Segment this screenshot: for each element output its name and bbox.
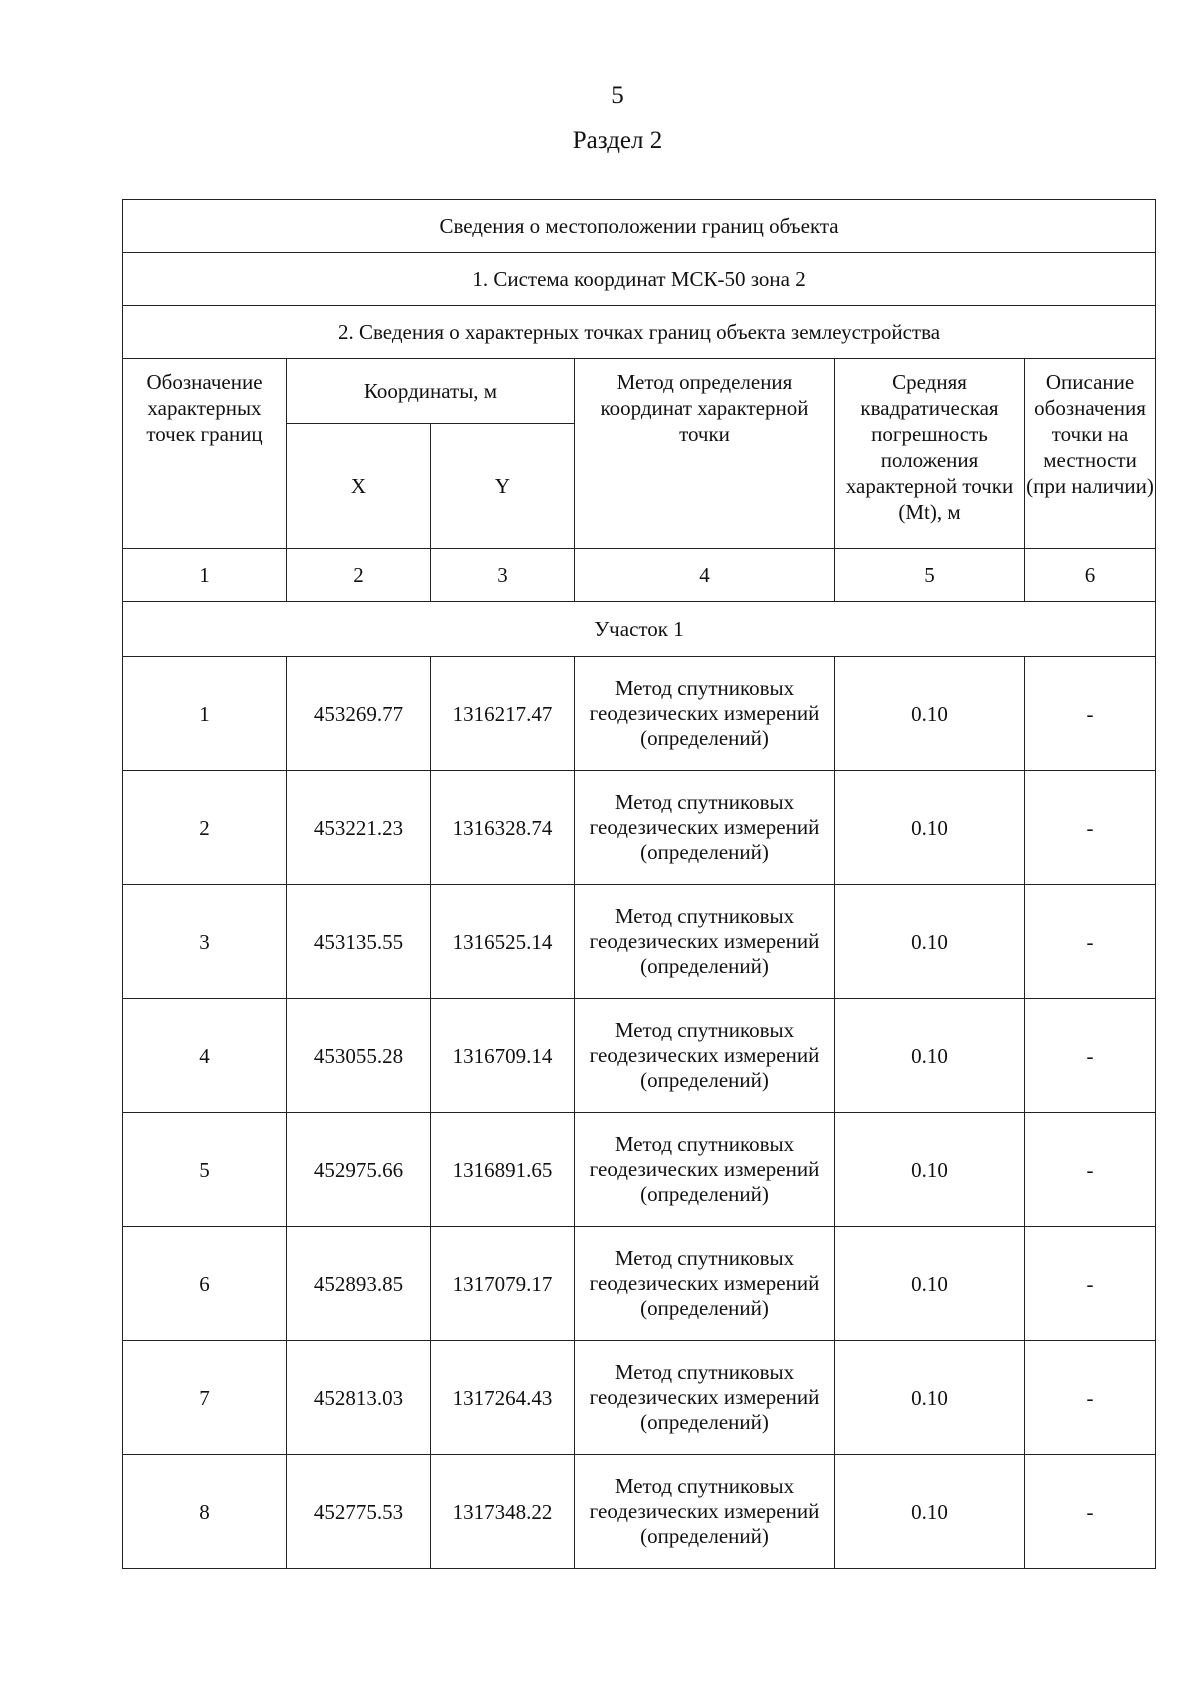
cell-mt: 0.10	[835, 999, 1025, 1113]
points-heading-row	[123, 306, 1156, 359]
coordinate-system-row	[123, 253, 1156, 306]
cell-mt: 0.10	[835, 771, 1025, 885]
cell-description: -	[1025, 885, 1156, 999]
cell-x: 452893.85	[287, 1227, 431, 1341]
table-row	[123, 1113, 1156, 1227]
header-coordinates: Координаты, м	[287, 359, 575, 424]
column-number: 4	[575, 549, 835, 602]
header-description: Описание обозначения точки на местности (при наличии)	[1025, 359, 1156, 549]
cell-method: Метод спутниковых геодезических измерений (определений)	[575, 657, 835, 771]
cell-x: 453269.77	[287, 657, 431, 771]
page-number: 5	[611, 82, 624, 109]
table-row	[123, 1455, 1156, 1569]
cell-y: 1316709.14	[431, 999, 575, 1113]
header-error: Средняя квадратическая погрешность положения характерной точки (Mt), м	[835, 359, 1025, 549]
cell-y: 1317079.17	[431, 1227, 575, 1341]
cell-description: -	[1025, 1113, 1156, 1227]
cell-y: 1316891.65	[431, 1113, 575, 1227]
column-header-row-1	[123, 359, 1156, 424]
cell-description: -	[1025, 657, 1156, 771]
cell-method: Метод спутниковых геодезических измерений (определений)	[575, 1341, 835, 1455]
cell-description: -	[1025, 1227, 1156, 1341]
cell-method: Метод спутниковых геодезических измерений (определений)	[575, 1455, 835, 1569]
column-number: 5	[835, 549, 1025, 602]
header-x: X	[287, 424, 431, 549]
points-heading: 2. Сведения о характерных точках границ объекта землеустройства	[123, 306, 1156, 359]
cell-x: 453055.28	[287, 999, 431, 1113]
table-row	[123, 999, 1156, 1113]
cell-x: 453135.55	[287, 885, 431, 999]
cell-description: -	[1025, 999, 1156, 1113]
cell-y: 1316328.74	[431, 771, 575, 885]
cell-method: Метод спутниковых геодезических измерений (определений)	[575, 885, 835, 999]
cell-y: 1317348.22	[431, 1455, 575, 1569]
column-number: 1	[123, 549, 287, 602]
section-title: Раздел 2	[572, 127, 663, 154]
cell-method: Метод спутниковых геодезических измерений (определений)	[575, 1113, 835, 1227]
cell-y: 1317264.43	[431, 1341, 575, 1455]
cell-point-id: 3	[123, 885, 287, 999]
cell-description: -	[1025, 1455, 1156, 1569]
table-row	[123, 1341, 1156, 1455]
column-number: 6	[1025, 549, 1156, 602]
cell-description: -	[1025, 1341, 1156, 1455]
cell-method: Метод спутниковых геодезических измерений (определений)	[575, 771, 835, 885]
cell-method: Метод спутниковых геодезических измерений (определений)	[575, 999, 835, 1113]
section-label: Участок 1	[123, 602, 1156, 657]
cell-mt: 0.10	[835, 885, 1025, 999]
cell-mt: 0.10	[835, 1113, 1025, 1227]
cell-description: -	[1025, 771, 1156, 885]
cell-y: 1316217.47	[431, 657, 575, 771]
cell-x: 452813.03	[287, 1341, 431, 1455]
header-method: Метод определения координат характерной точки	[575, 359, 835, 549]
cell-point-id: 6	[123, 1227, 287, 1341]
cell-x: 452775.53	[287, 1455, 431, 1569]
table-row	[123, 1227, 1156, 1341]
cell-point-id: 1	[123, 657, 287, 771]
header-y: Y	[431, 424, 575, 549]
cell-x: 452975.66	[287, 1113, 431, 1227]
table-title-row	[123, 200, 1156, 253]
section-row	[123, 602, 1156, 657]
cell-mt: 0.10	[835, 1455, 1025, 1569]
header-designation: Обозначение характерных точек границ	[123, 359, 287, 549]
cell-point-id: 4	[123, 999, 287, 1113]
cell-point-id: 2	[123, 771, 287, 885]
cell-point-id: 7	[123, 1341, 287, 1455]
table-row	[123, 885, 1156, 999]
cell-method: Метод спутниковых геодезических измерений (определений)	[575, 1227, 835, 1341]
table-title: Сведения о местоположении границ объекта	[123, 200, 1156, 253]
cell-point-id: 5	[123, 1113, 287, 1227]
cell-mt: 0.10	[835, 657, 1025, 771]
table-row	[123, 771, 1156, 885]
column-number: 3	[431, 549, 575, 602]
column-number: 2	[287, 549, 431, 602]
column-number-row	[123, 549, 1156, 602]
cell-y: 1316525.14	[431, 885, 575, 999]
cell-mt: 0.10	[835, 1227, 1025, 1341]
boundary-points-table	[122, 199, 1156, 1569]
cell-point-id: 8	[123, 1455, 287, 1569]
cell-mt: 0.10	[835, 1341, 1025, 1455]
cell-x: 453221.23	[287, 771, 431, 885]
table-row	[123, 657, 1156, 771]
coordinate-system: 1. Система координат МСК-50 зона 2	[123, 253, 1156, 306]
